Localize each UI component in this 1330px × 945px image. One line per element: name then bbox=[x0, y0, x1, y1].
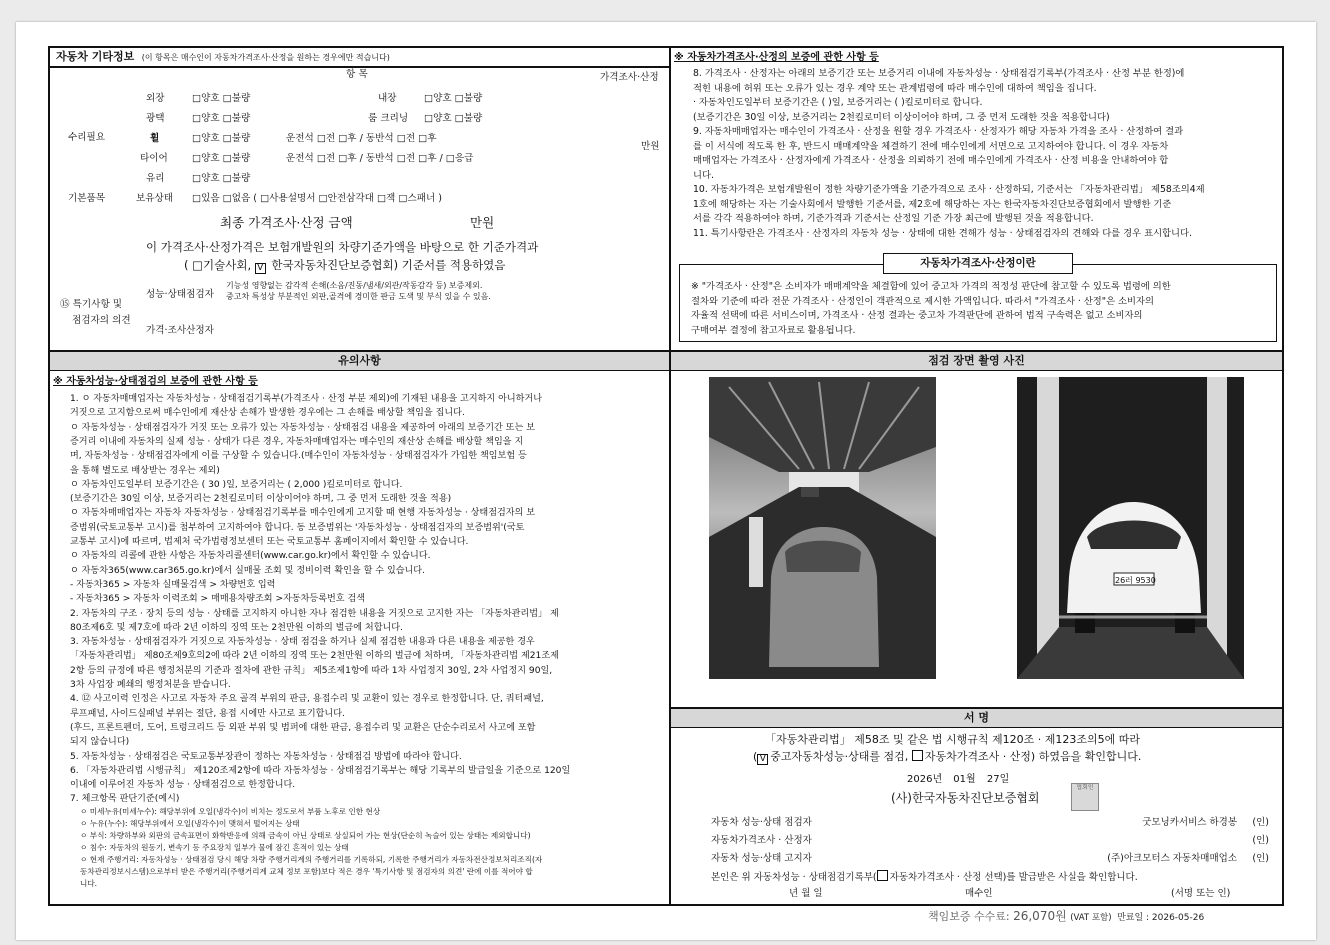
signer-name-notifier: (주)아크모터스 자동차매매업소 bbox=[1107, 853, 1237, 864]
signature-section: 서 명 「자동차관리법」 제58조 및 같은 법 시행규칙 제120조 · 제123조의5에 따라 ( V 중고자동차성능·상태를 점검, 자동차가격조사 · 산정) 하였음을 확인합니다. 2026년 01월 27일 (사)한국자동차진단보증협회 협회인 자동차 성능·상태 점검자 자동차가격조사 · 산정자 자동차 성능·상태 고지자 굿모닝카서비스 하경봉 (인) (인) (주)아크모터스 자동차매매업소 (인) 본인은 위 자동차성능 · 상태점검기록부( 자동차가격조사 · 산정 선택)를 발급받은 사실을 확인합니다. 년 월 일 매수인 (서명 또는 인) bbox=[671, 709, 1282, 904]
special-label-1: ⑮ 특기사항 및 bbox=[60, 299, 123, 310]
signer-role-price: 자동차가격조사 · 산정자 bbox=[711, 835, 812, 846]
signer-role-notifier: 자동차 성능·상태 고지자 bbox=[711, 853, 812, 864]
garage-photo-icon bbox=[709, 377, 936, 679]
row-interior-label: 내장 bbox=[378, 93, 397, 104]
basis-option-tech: ( □기술사회, bbox=[184, 258, 252, 272]
sign-date-day: 27일 bbox=[986, 774, 1010, 785]
association-name: (사)한국자동차진단보증협회 bbox=[891, 791, 1040, 805]
repair-label: 수리필요 bbox=[68, 132, 106, 143]
row-tire-opts: □양호 □불량 bbox=[192, 153, 251, 164]
buyer-sign: (서명 또는 인) bbox=[1171, 888, 1231, 899]
basic-status: 보유상태 bbox=[136, 193, 174, 204]
lift-photo-icon bbox=[1017, 377, 1244, 679]
fee-label: 책임보증 수수료: bbox=[928, 910, 1010, 923]
perf-note-1: 기능성 영향없는 감각적 손해(소음/진동/냄새/외관/작동감각 등) 보증제외. bbox=[226, 281, 483, 290]
row-gloss-opts: □양호 □불량 bbox=[192, 113, 251, 124]
basic-label: 기본품목 bbox=[68, 193, 106, 204]
signature-header: 서 명 bbox=[671, 709, 1282, 728]
special-label-2: 점검자의 의견 bbox=[72, 315, 131, 326]
perf-note-2: 중고차 특성상 부분적인 외판,골격에 경미한 판금 도색 및 부식 있을 수 있음. bbox=[226, 292, 491, 301]
row-gloss-label: 광택 bbox=[146, 113, 165, 124]
inspection-photo-rear bbox=[1017, 377, 1244, 679]
buyer-label: 매수인 bbox=[965, 888, 993, 899]
row-exterior-label: 외장 bbox=[146, 93, 165, 104]
fee-vat: (VAT 포함) bbox=[1070, 913, 1112, 923]
basis-check-box: V bbox=[255, 263, 266, 274]
expiry-date: 만료일 : 2026-05-26 bbox=[1117, 913, 1205, 923]
final-price-label: 최종 가격조사·산정 금액 bbox=[220, 215, 353, 230]
row-wheel-opts: □양호 □불량 bbox=[192, 133, 251, 144]
sign-date-month: 01월 bbox=[953, 774, 976, 785]
row-room-label: 룸 크리닝 bbox=[368, 113, 409, 124]
basis-option-assoc: 한국자동차진단보증협회) 기준서를 적용하였음 bbox=[271, 258, 506, 272]
row-wheel-seats: 운전석 □전 □후 / 동반석 □전 □후 bbox=[286, 133, 437, 144]
fee-line bbox=[928, 907, 1204, 924]
condition-check-label: 중고자동차성능·상태를 점검, bbox=[770, 750, 909, 763]
condition-check-box: V bbox=[757, 754, 768, 765]
row-glass-opts: □양호 □불량 bbox=[192, 173, 251, 184]
fee-value: 26,070원 bbox=[1013, 909, 1067, 923]
receipt-date: 년 월 일 bbox=[789, 888, 823, 899]
price-inspector-label: 가격·조사산정자 bbox=[146, 325, 214, 336]
law-basis-line: 「자동차관리법」 제58조 및 같은 법 시행규칙 제120조 · 제123조의5에 따라 bbox=[765, 733, 1140, 746]
row-room-opts: □양호 □불량 bbox=[424, 113, 483, 124]
receipt-text-a: 본인은 위 자동차성능 · 상태점검기록부( bbox=[711, 872, 877, 883]
receipt-check-box bbox=[877, 870, 888, 881]
basic-opts: □있음 □없음 ( □사용설명서 □안전삼각대 □잭 □스패너 ) bbox=[192, 193, 443, 204]
price-check-label: 자동차가격조사 · 산정) 하였음을 확인합니다. bbox=[924, 750, 1142, 763]
notice-section: 유의사항 ※ 자동차성능·상태점검의 보증에 관한 사항 등 1. ㅇ 자동차매매업자는 자동차성능 · 상태점검기록부(가격조사 · 산정 부분 제외)에 기재된 내용을 고지하지 아니하거나 거짓으로 고지함으로써 매수인에게 재산상 손해가 발생한 경우에는 그 손해를 배상할 책임을 집니다. ㅇ 자동차성능 · 상태점검자가 거짓 또는 오류가 있는 자동차성능 · 상태점검 내용을 제공하여 아래의 보증기간 또는 보 증거리 이내에 자동차의 실제 성능 · 상태가 다른 경우, 자동차매매업자는 매수인의 재산상 손해를 배상할 책임을 지 며, 자동차성능 · 상태점검자에게 이를 구상할 수 있습니다.(매수인이 자동차성능 · 상태점검자가 가입한 책임보험 등 을 통해 별도로 배상받는 경우는 제외) ㅇ 자동차인도일부터 보증기간은 ( 30 )일, 보증거리는 ( 2,000 )킬로미터로 합니다. (보증기간은 30일 이상, 보증거리는 2천킬로미터 이상이어야 하며, 그 중 먼저 도래한 것을 적용) ㅇ 자동차매매업자는 자동차 자동차성능 · 상태점검기록부를 매수인에게 고지할 때 현행 자동차성능 · 상태점검자의 보 증범위(국토교통부 고시)를 첨부하여 고지하여야 합니다. 동 보증범위는 '자동차성능 · 상태점검자의 보증범위'(국토 교통부 고시)에 따르며, 법제처 국가법령정보센터 또는 국토교통부 홈페이지에서 확인할 수 있습니다. ㅇ 자동차의 리콜에 관한 사항은 자동차리콜센터(www.car.go.kr)에서 확인할 수 있습니다. ㅇ 자동차365(www.car365.go.kr)에서 실매물 조회 및 정비이력 확인을 할 수 있습니다. - 자동차365 > 자동차 실매물검색 > 차량번호 입력 - 자동차365 > 자동차 이력조회 > 매매용차량조회 >자동차등록번호 검색 2. 자동차의 구조 · 장치 등의 성능 · 상태를 고지하지 아니한 자나 점검한 내용을 거짓으로 고지한 자는 「자동차관리법」 제 80조제6호 및 제7호에 따라 2년 이하의 징역 또는 2천만원 이하의 벌금에 처합니다. 3. 자동차성능 · 상태점검자가 거짓으로 자동차성능 · 상태 점검을 하거나 실제 점검한 내용과 다른 내용을 제공한 경우 「자동차관리법」 제80조제9호의2에 따라 2년 이하의 징역 또는 2천만원 이하의 벌금에 처하며, 「자동차관리법 제21조제 2항 등의 규정에 따른 행정처분의 기준과 절차에 관한 규칙」 제5조제1항에 따라 1차 사업정지 30일, 2차 사업정지 90일, 3차 사업장 폐쇄의 행정처분을 받습니다. 4. ⑫ 사고이력 인정은 사고로 자동차 주요 골격 부위의 판금, 용접수리 및 교환이 있는 경우로 한정합니다. 단, 쿼터패널, 루프패널, 사이드실패널 부위는 절단, 용접 시에만 사고로 표기합니다. (후드, 프론트펜더, 도어, 트렁크리드 등 외판 부위 및 범퍼에 대한 판금, 용접수리 및 교환은 단순수리로서 사고에 포함 되지 않습니다) 5. 자동차성능 · 상태점검은 국토교통부장관이 정하는 자동차성능 · 상태점검 방법에 따라야 합니다. 6. 「자동차관리법 시행규칙」 제120조제2항에 따라 자동차성능 · 상태점검기록부는 해당 기록부의 발급일을 기준으로 120일 이내에 이루어진 자동차 성능 · 상태점검으로 한정합니다. 7. 체크항목 판단기준(예시) ㅇ 미세누유(미세누수): 해당부위에 오일(냉각수)이 비치는 정도로서 부품 노후로 인한 현상 ㅇ 누유(누수): 해당부위에서 오일(냉각수)이 맺혀서 떨어지는 상태 ㅇ 부식: 차량하부와 외판의 금속표면이 화학반응에 의해 금속이 아닌 상태로 상실되어 가는 현상(단순히 녹슬어 있는 상태는 제외합니다) ㅇ 침수: 자동차의 원동기, 변속기 등 주요장치 일부가 물에 잠긴 흔적이 있는 상태 ㅇ 현재 주행거리: 자동차성능 · 상태점검 당시 해당 차량 주행거리계의 주행거리를 기록하되, 기록한 주행거리가 자동차전산정보처리조직(자 동차관리정보시스템)으로부터 받은 주행거리(주행거리계 교체 정보 포함)보다 적은 경우 '특기사항 및 점검자의 의견' 란에 이를 적어야 합 니다. bbox=[50, 352, 669, 904]
row-interior-opts: □양호 □불량 bbox=[424, 93, 483, 104]
final-price-unit: 만원 bbox=[470, 215, 495, 230]
association-seal-icon: 협회인 bbox=[1071, 783, 1099, 811]
sign-date-year: 2026년 bbox=[907, 774, 943, 785]
other-info-note: (이 항목은 매수인이 자동차가격조사·산정을 원하는 경우에만 적습니다) bbox=[141, 53, 390, 62]
form-frame bbox=[48, 46, 1284, 906]
photo-section bbox=[671, 352, 1282, 707]
vehicle-other-info bbox=[50, 48, 669, 350]
price-check-box bbox=[912, 750, 923, 761]
row-glass-label: 유리 bbox=[146, 173, 165, 184]
row-wheel-label: 휠 bbox=[150, 133, 160, 144]
notice-header: 유의사항 bbox=[50, 352, 669, 371]
basis-line-1: 이 가격조사·산정가격은 보험개발원의 차량기준가액을 바탕으로 한 기준가격과 bbox=[146, 240, 539, 254]
price-header: 가격조사·산정 bbox=[600, 72, 659, 83]
item-header: 항 목 bbox=[346, 69, 368, 80]
row-exterior-opts: □양호 □불량 bbox=[192, 93, 251, 104]
row-tire-label: 타이어 bbox=[140, 153, 168, 164]
notice-title: ※ 자동차성능·상태점검의 보증에 관한 사항 등 bbox=[53, 376, 258, 387]
unit-manwon: 만원 bbox=[641, 141, 660, 152]
receipt-text-b: 자동차가격조사 · 산정 선택)를 발급받은 사실을 확인합니다. bbox=[889, 872, 1138, 883]
license-plate: 26러 9530 bbox=[1115, 576, 1156, 585]
price-definition-title: 자동차가격조사·산정이란 bbox=[883, 253, 1073, 274]
photo-header: 점검 장면 촬영 사진 bbox=[671, 352, 1282, 371]
price-guarantee-title: ※ 자동차가격조사·산정의 보증에 관한 사항 등 bbox=[674, 52, 879, 63]
perf-inspector-label: 성능·상태점검자 bbox=[146, 289, 214, 300]
row-tire-seats: 운전석 □전 □후 / 동반석 □전 □후 / □응급 bbox=[286, 153, 474, 164]
document-page bbox=[16, 22, 1316, 940]
signer-role-inspector: 자동차 성능·상태 점검자 bbox=[711, 817, 812, 828]
signer-name-inspector: 굿모닝카서비스 하경봉 bbox=[1142, 817, 1237, 828]
inspection-photo-front bbox=[709, 377, 936, 679]
price-guarantee-section: ※ 자동차가격조사·산정의 보증에 관한 사항 등 8. 가격조사 · 산정자는 아래의 보증기간 또는 보증거리 이내에 자동차성능 · 상태점검기록부(가격조사 · 산정 부분 한정)에 적힌 내용에 허위 또는 오류가 있는 경우 계약 또는 관계법령에 따라 매수인에 대하여 책임을 집니다. · 자동차인도일부터 보증기간은 ( )일, 보증거리는 ( )킬로미터로 합니다. (보증기간은 30일 이상, 보증거리는 2천킬로미터 이상이어야 하며, 그 중 먼저 도래한 것을 적용합니다) 9. 자동차매매업자는 매수인이 가격조사 · 산정을 원할 경우 가격조사 · 산정자가 해당 자동차 가격을 조사 · 산정하여 결과 를 이 서식에 적도록 한 후, 반드시 매매계약을 체결하기 전에 매수인에게 서면으로 고지하여야 합니다. 이 경우 자동차 매매업자는 가격조사 · 산정자에게 가격조사 · 산정을 의뢰하기 전에 매수인에게 가격조사 · 산정 비용을 안내하여야 합 니다. 10. 자동차가격은 보험개발원이 정한 차량기준가액을 기준가격으로 조사 · 산정하되, 기준서는 「자동차관리법」 제58조의4제 1호에 해당하는 자는 기술사회에서 발행한 기준서를, 제2호에 해당하는 자는 한국자동차진단보증협회에서 발행한 기준 서를 각각 적용하여야 하며, 기준가격과 기준서는 산정일 기준 가장 최근에 발행된 것을 적용합니다. 11. 특기사항란은 가격조사 · 산정자의 자동차 성능 · 상태에 대한 견해가 성능 · 상태점검자의 견해와 다를 경우 표시합니다. 자동차가격조사·산정이란 ※ "가격조사 · 산정"은 소비자가 매매계약을 체결함에 있어 중고차 가격의 적정성 판단에 참고할 수 있도록 법령에 의한 절차와 기준에 따라 전문 가격조사 · 산정인이 객관적으로 제시한 가액입니다. 따라서 "가격조사 · 산정"은 소비자의 자율적 선택에 따른 서비스이며, 가격조사 · 산정 결과는 중고차 가격판단에 관하여 법적 구속력은 없고 소비자의 구매여부 결정에 참고자료로 활용됩니다. bbox=[671, 48, 1282, 350]
other-info-title: 자동차 기타정보 bbox=[56, 50, 135, 63]
